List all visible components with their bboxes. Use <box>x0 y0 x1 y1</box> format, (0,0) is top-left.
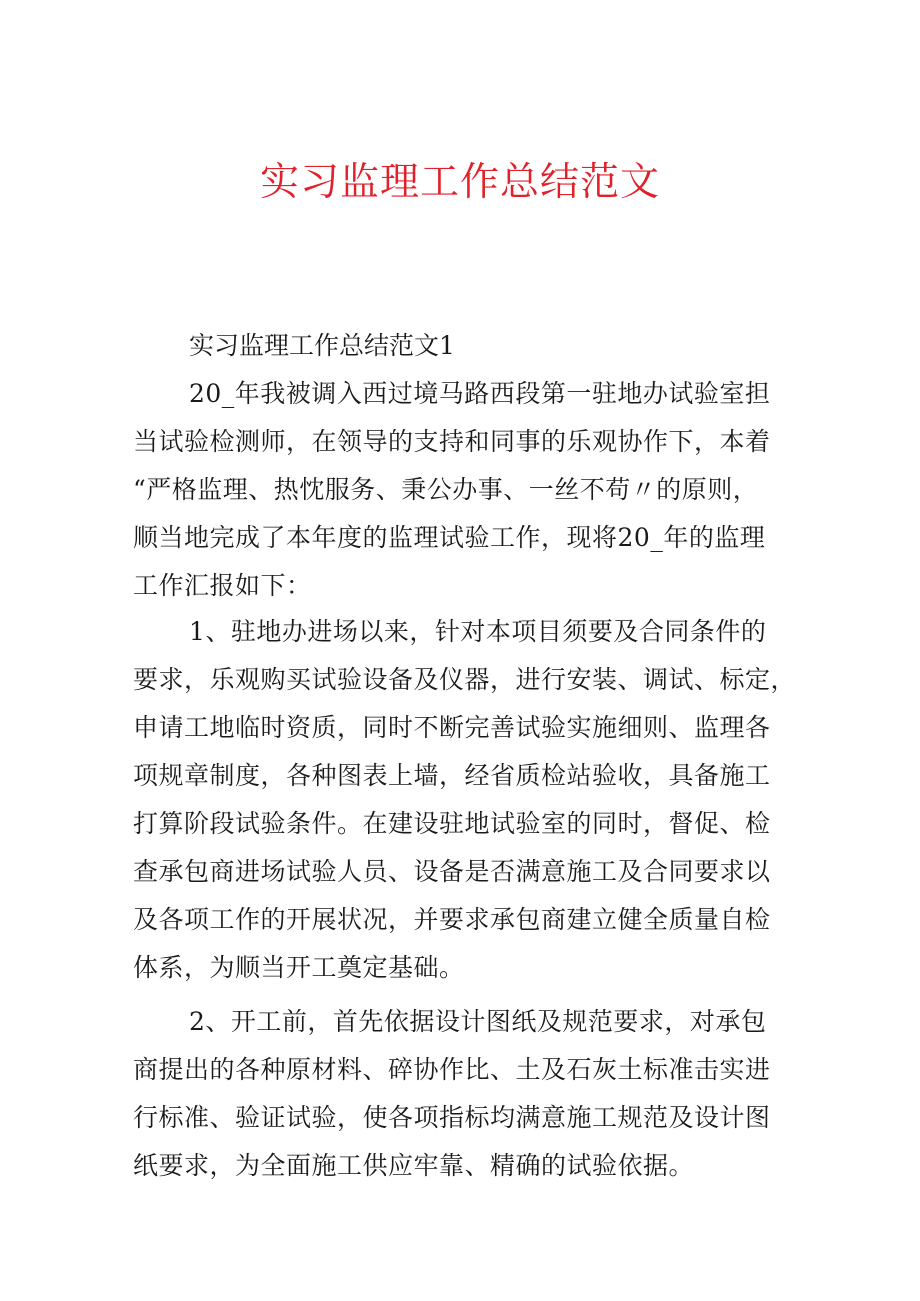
paragraph-line: 查承包商进场试验人员、设备是否满意施工及合同要求以 <box>133 857 771 886</box>
paragraph-line: 体系，为顺当开工奠定基础。 <box>133 953 465 982</box>
paragraph-line: 申请工地临时资质，同时不断完善试验实施细则、监理各 <box>133 713 771 742</box>
document-title: 实习监理工作总结范文 <box>259 160 660 205</box>
paragraph-line: 商提出的各种原材料、碎协作比、土及石灰土标准击实进 <box>133 1055 771 1084</box>
paragraph-line: 行标准、验证试验，使各项指标均满意施工规范及设计图 <box>133 1103 771 1132</box>
paragraph-line: 及各项工作的开展状况，并要求承包商建立健全质量自检 <box>133 905 771 934</box>
paragraph-line: 当试验检测师，在领导的支持和同事的乐观协作下，本着 <box>133 427 771 456</box>
paragraph-line: 2、开工前，首先依据设计图纸及规范要求，对承包 <box>189 1007 767 1036</box>
paragraph-3 <box>133 998 793 1190</box>
paragraph-line: 20_年我被调入西过境马路西段第一驻地办试验室担 <box>189 379 771 408</box>
paragraph-line: 顺当地完成了本年度的监理试验工作，现将20_年的监理 <box>133 523 766 552</box>
paragraph-line: 1、驻地办进场以来，针对本项目须要及合同条件的 <box>189 617 767 646</box>
paragraph-line: 纸要求，为全面施工供应牢靠、精确的试验依据。 <box>133 1151 695 1180</box>
paragraph-1 <box>133 370 793 610</box>
paragraph-line: 项规章制度，各种图表上墙，经省质检站验收，具备施工 <box>133 761 771 790</box>
paragraph-line: “严格监理、热忱服务、秉公办事、一丝不苟〃的原则， <box>133 475 759 504</box>
paragraph-line: 工作汇报如下： <box>133 571 312 600</box>
section-subtitle: 实习监理工作总结范文1 <box>189 331 455 360</box>
paragraph-line: 打算阶段试验条件。在建设驻地试验室的同时，督促、检 <box>133 809 771 838</box>
paragraph-line: 要求，乐观购买试验设备及仪器，进行安装、调试、标定， <box>133 665 797 694</box>
paragraph-2 <box>133 608 797 992</box>
